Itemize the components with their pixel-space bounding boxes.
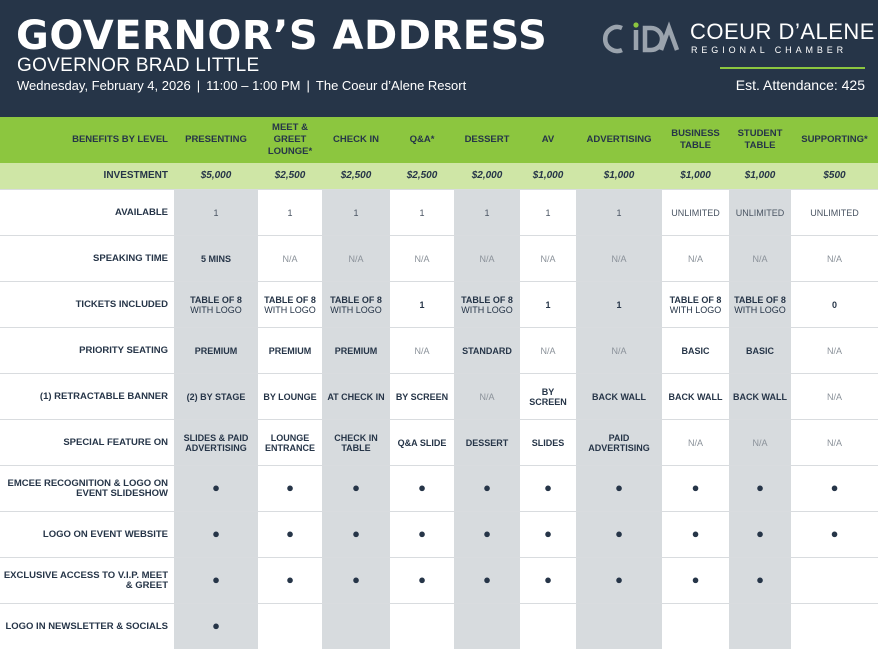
benefit-cell	[662, 328, 729, 374]
included-dot: ●	[691, 572, 700, 587]
investment-value: $2,500	[258, 163, 322, 190]
benefit-cell	[454, 374, 520, 420]
benefit-cell	[520, 604, 576, 650]
cell-value: 1	[419, 207, 425, 218]
benefit-cell	[791, 190, 878, 236]
included-dot: ●	[352, 572, 360, 587]
benefit-cell	[791, 420, 878, 466]
benefit-cell	[322, 604, 390, 650]
cell-value: N/A	[687, 437, 703, 448]
benefit-cell	[454, 420, 520, 466]
benefit-cell	[322, 466, 390, 512]
estimated-attendance: Est. Attendance: 425	[735, 77, 865, 93]
benefit-cell	[729, 236, 791, 282]
benefit-cell	[729, 328, 791, 374]
cell-value: 1	[545, 207, 551, 218]
cell-value: N/A	[826, 391, 842, 402]
benefit-cell	[174, 466, 258, 512]
benefit-cell	[258, 374, 322, 420]
included-dot: ●	[212, 618, 220, 633]
cell-value: BY SCREEN	[529, 386, 567, 407]
benefit-cell	[576, 328, 662, 374]
level-header: DESSERT	[454, 117, 520, 163]
benefit-cell	[729, 420, 791, 466]
benefit-cell	[662, 374, 729, 420]
benefit-cell	[520, 420, 576, 466]
benefit-cell	[258, 282, 322, 328]
benefit-row	[0, 282, 878, 328]
benefit-cell	[258, 236, 322, 282]
benefit-cell	[576, 558, 662, 604]
benefit-cell	[729, 466, 791, 512]
benefit-cell	[576, 420, 662, 466]
included-dot: ●	[418, 526, 426, 541]
benefit-cell	[662, 558, 729, 604]
benefit-cell	[576, 512, 662, 558]
cell-value: N/A	[826, 253, 842, 264]
included-dot: ●	[830, 526, 839, 541]
cell-value: N/A	[752, 437, 768, 448]
benefit-cell	[390, 328, 454, 374]
benefit-row	[0, 604, 878, 650]
logo-subtitle: REGIONAL CHAMBER	[691, 45, 848, 55]
benefit-cell	[662, 420, 729, 466]
cell-value: CHECK IN TABLE	[334, 432, 378, 453]
level-header-row	[0, 117, 878, 163]
included-dot: ●	[615, 526, 623, 541]
cell-value: 1	[545, 299, 551, 310]
included-dot: ●	[286, 480, 294, 495]
included-dot: ●	[418, 572, 426, 587]
benefit-cell	[729, 558, 791, 604]
investment-value: $500	[791, 163, 878, 190]
benefit-cell	[454, 466, 520, 512]
included-dot: ●	[352, 480, 360, 495]
benefit-cell	[390, 466, 454, 512]
benefit-cell	[454, 236, 520, 282]
benefit-cell	[322, 328, 390, 374]
cell-subvalue: WITH LOGO	[734, 304, 786, 315]
cell-value: PREMIUM	[334, 345, 378, 356]
included-dot: ●	[544, 480, 552, 495]
benefit-cell	[322, 236, 390, 282]
cell-value: N/A	[826, 345, 842, 356]
event-venue: The Coeur d’Alene Resort	[315, 78, 467, 93]
benefit-cell	[791, 282, 878, 328]
cell-value: BASIC	[681, 345, 710, 356]
cell-value: BY SCREEN	[395, 391, 449, 402]
benefit-cell	[520, 190, 576, 236]
benefit-cell	[520, 374, 576, 420]
benefit-cell	[454, 604, 520, 650]
benefit-cell	[520, 558, 576, 604]
benefit-cell	[662, 190, 729, 236]
benefit-cell	[174, 374, 258, 420]
benefit-cell	[791, 558, 878, 604]
benefit-label: LOGO IN NEWSLETTER & SOCIALS	[0, 604, 174, 650]
cell-value: TABLE OF 8	[264, 294, 316, 305]
benefit-cell	[390, 604, 454, 650]
cell-value: PAID ADVERTISING	[588, 432, 650, 453]
benefit-cell	[729, 604, 791, 650]
included-dot: ●	[483, 526, 491, 541]
benefit-label: EXCLUSIVE ACCESS TO V.I.P. MEET & GREET	[0, 558, 174, 604]
cell-value: DESSERT	[465, 437, 509, 448]
cell-value: N/A	[282, 253, 298, 264]
included-dot: ●	[615, 480, 623, 495]
cell-value: UNLIMITED	[735, 207, 785, 218]
cell-value: TABLE OF 8	[190, 294, 242, 305]
cell-value: PREMIUM	[268, 345, 312, 356]
benefit-cell	[520, 282, 576, 328]
cell-value: TABLE OF 8	[734, 294, 786, 305]
cell-value: 1	[484, 207, 490, 218]
header-banner	[0, 0, 878, 117]
included-dot: ●	[691, 526, 700, 541]
benefit-cell	[662, 604, 729, 650]
investment-value: $1,000	[576, 163, 662, 190]
cell-subvalue: WITH LOGO	[264, 304, 316, 315]
benefit-cell	[454, 512, 520, 558]
cell-value: 1	[353, 207, 359, 218]
cell-value: N/A	[479, 391, 495, 402]
benefit-cell	[174, 604, 258, 650]
benefit-cell	[258, 466, 322, 512]
benefit-row	[0, 420, 878, 466]
cell-value: 1	[213, 207, 219, 218]
benefit-cell	[390, 512, 454, 558]
cell-value: LOUNGE ENTRANCE	[264, 432, 315, 453]
level-header: MEET & GREET LOUNGE*	[258, 117, 322, 163]
cell-subvalue: WITH LOGO	[330, 304, 382, 315]
benefit-cell	[576, 604, 662, 650]
cell-value: N/A	[687, 253, 703, 264]
included-dot: ●	[418, 480, 426, 495]
benefit-cell	[791, 512, 878, 558]
cell-value: SLIDES & PAID ADVERTISING	[183, 432, 249, 453]
benefit-cell	[576, 466, 662, 512]
event-details	[17, 78, 466, 94]
benefit-cell	[390, 420, 454, 466]
benefit-cell	[791, 604, 878, 650]
benefit-label: LOGO ON EVENT WEBSITE	[0, 512, 174, 558]
cell-value: N/A	[611, 345, 627, 356]
included-dot: ●	[483, 572, 491, 587]
included-dot: ●	[286, 526, 294, 541]
cell-subvalue: WITH LOGO	[190, 304, 242, 315]
benefit-cell	[520, 328, 576, 374]
cell-subvalue: WITH LOGO	[461, 304, 513, 315]
cell-value: SLIDES	[531, 437, 565, 448]
benefit-cell	[662, 466, 729, 512]
level-header: BUSINESS TABLE	[662, 117, 729, 163]
benefit-cell	[390, 282, 454, 328]
cell-value: 0	[831, 299, 837, 310]
benefit-label: SPECIAL FEATURE ON	[0, 420, 174, 466]
logo-name: COEUR D’ALENE	[690, 19, 875, 44]
cell-value: N/A	[479, 253, 495, 264]
cell-value: AT CHECK IN	[327, 391, 385, 402]
cell-value: UNLIMITED	[810, 207, 859, 218]
cell-value: N/A	[540, 345, 556, 356]
included-dot: ●	[615, 572, 623, 587]
included-dot: ●	[212, 480, 220, 495]
cell-value: 1	[616, 299, 622, 310]
benefit-label: AVAILABLE	[0, 190, 174, 236]
corner-label: BENEFITS BY LEVEL	[0, 117, 174, 163]
benefit-cell	[258, 512, 322, 558]
level-header: ADVERTISING	[576, 117, 662, 163]
benefit-cell	[791, 328, 878, 374]
included-dot: ●	[483, 480, 491, 495]
investment-value: $2,000	[454, 163, 520, 190]
cell-value: TABLE OF 8	[461, 294, 513, 305]
benefit-cell	[791, 236, 878, 282]
benefit-cell	[729, 190, 791, 236]
benefit-cell	[322, 282, 390, 328]
benefit-cell	[454, 282, 520, 328]
cell-value: BY LOUNGE	[263, 391, 317, 402]
benefit-cell	[520, 236, 576, 282]
benefit-label: EMCEE RECOGNITION & LOGO ON EVENT SLIDESHOW	[0, 466, 174, 512]
benefit-cell	[576, 236, 662, 282]
cell-value: N/A	[752, 253, 768, 264]
benefit-cell	[454, 190, 520, 236]
event-time: 11:00 – 1:00 PM	[206, 78, 301, 93]
benefit-label: SPEAKING TIME	[0, 236, 174, 282]
included-dot: ●	[212, 572, 220, 587]
benefit-label: (1) RETRACTABLE BANNER	[0, 374, 174, 420]
benefit-cell	[576, 374, 662, 420]
cell-value: 1	[419, 299, 425, 310]
benefit-row	[0, 190, 878, 236]
benefit-cell	[729, 282, 791, 328]
benefit-cell	[174, 190, 258, 236]
included-dot: ●	[756, 480, 764, 495]
benefit-cell	[174, 512, 258, 558]
cda-logo-mark	[600, 19, 680, 59]
cell-value: TABLE OF 8	[330, 294, 382, 305]
cell-value: (2) BY STAGE	[186, 391, 246, 402]
benefit-cell	[662, 236, 729, 282]
level-header: PRESENTING	[174, 117, 258, 163]
cell-value: PREMIUM	[194, 345, 238, 356]
cell-value: BACK WALL	[592, 391, 646, 402]
chamber-logo	[600, 19, 875, 59]
benefit-cell	[454, 558, 520, 604]
benefit-cell	[258, 190, 322, 236]
included-dot: ●	[691, 480, 700, 495]
cell-value: Q&A SLIDE	[397, 437, 447, 448]
level-header: AV	[520, 117, 576, 163]
benefit-cell	[791, 374, 878, 420]
benefit-cell	[791, 466, 878, 512]
benefit-cell	[454, 328, 520, 374]
benefit-label: TICKETS INCLUDED	[0, 282, 174, 328]
investment-value: $1,000	[729, 163, 791, 190]
benefit-cell	[729, 374, 791, 420]
cell-value: BACK WALL	[733, 391, 787, 402]
cell-value: BACK WALL	[668, 391, 723, 402]
benefit-cell	[174, 236, 258, 282]
benefit-cell	[576, 190, 662, 236]
benefits-table	[0, 117, 878, 649]
cell-value: 1	[616, 207, 622, 218]
cell-value: N/A	[414, 253, 430, 264]
cell-value: N/A	[414, 345, 430, 356]
investment-value: $5,000	[174, 163, 258, 190]
benefit-cell	[174, 420, 258, 466]
cell-value: TABLE OF 8	[669, 294, 722, 305]
included-dot: ●	[352, 526, 360, 541]
benefit-cell	[390, 236, 454, 282]
benefit-cell	[322, 190, 390, 236]
included-dot: ●	[756, 572, 764, 587]
benefit-cell	[174, 282, 258, 328]
cell-value: N/A	[826, 437, 842, 448]
benefit-cell	[258, 328, 322, 374]
investment-value: $1,000	[520, 163, 576, 190]
benefit-cell	[729, 512, 791, 558]
benefit-row	[0, 236, 878, 282]
benefit-cell	[174, 558, 258, 604]
cell-value: BASIC	[745, 345, 774, 356]
included-dot: ●	[544, 526, 552, 541]
benefit-cell	[322, 374, 390, 420]
benefit-cell	[258, 420, 322, 466]
cell-value: N/A	[611, 253, 627, 264]
included-dot: ●	[830, 480, 839, 495]
benefit-row	[0, 512, 878, 558]
benefit-cell	[576, 282, 662, 328]
benefit-cell	[390, 374, 454, 420]
benefit-row	[0, 558, 878, 604]
level-header: Q&A*	[390, 117, 454, 163]
investment-value: $1,000	[662, 163, 729, 190]
benefit-cell	[174, 328, 258, 374]
cell-value: N/A	[348, 253, 364, 264]
speaker-name: GOVERNOR BRAD LITTLE	[17, 55, 260, 76]
included-dot: ●	[544, 572, 552, 587]
cell-value: N/A	[540, 253, 556, 264]
benefit-cell	[322, 512, 390, 558]
cell-value: UNLIMITED	[671, 207, 720, 218]
benefit-cell	[662, 512, 729, 558]
benefit-label: PRIORITY SEATING	[0, 328, 174, 374]
level-header: SUPPORTING*	[791, 117, 878, 163]
investment-label: INVESTMENT	[0, 163, 174, 190]
separator: |	[196, 78, 201, 93]
benefit-cell	[258, 604, 322, 650]
cell-value: 1	[287, 207, 293, 218]
benefit-cell	[322, 558, 390, 604]
benefit-cell	[322, 420, 390, 466]
page-title: GOVERNOR’S ADDRESS	[16, 13, 548, 59]
benefit-cell	[258, 558, 322, 604]
separator: |	[306, 78, 310, 93]
benefit-cell	[390, 558, 454, 604]
benefit-row	[0, 466, 878, 512]
investment-value: $2,500	[322, 163, 390, 190]
investment-row	[0, 163, 878, 190]
level-header: STUDENT TABLE	[729, 117, 791, 163]
included-dot: ●	[756, 526, 764, 541]
event-date: Wednesday, February 4, 2026	[17, 78, 191, 93]
benefit-cell	[662, 282, 729, 328]
benefit-row	[0, 374, 878, 420]
benefit-cell	[520, 466, 576, 512]
cell-value: 5 MINS	[200, 253, 231, 264]
included-dot: ●	[212, 526, 220, 541]
cell-subvalue: WITH LOGO	[669, 304, 722, 315]
level-header: CHECK IN	[322, 117, 390, 163]
cell-value: STANDARD	[462, 345, 512, 356]
benefit-cell	[390, 190, 454, 236]
benefit-row	[0, 328, 878, 374]
included-dot: ●	[286, 572, 294, 587]
benefit-cell	[520, 512, 576, 558]
investment-value: $2,500	[390, 163, 454, 190]
accent-rule	[720, 67, 865, 69]
